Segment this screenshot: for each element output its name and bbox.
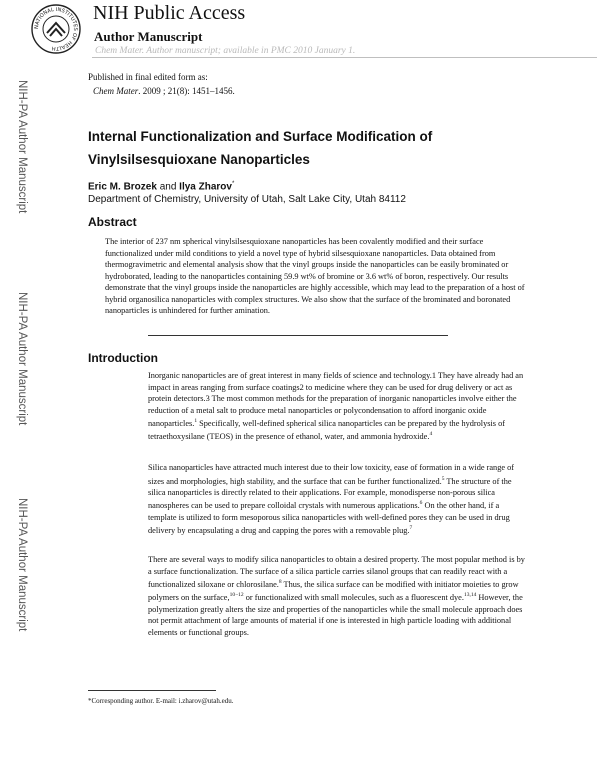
nih-seal-logo (30, 3, 82, 55)
paragraph: Silica nanoparticles have attracted much interest due to their low toxicity, ease of formation in a wide range of sizes and morphologies, high stability, and the surface that can be further functionalized.$^5$ The structure of the silica nanoparticles is directly related to their applications. For example, monodisperse non-porous silica nanospheres can be used to prepare colloidal crystals with numerous applications.$^6$ On the other hand, if a template is utilized to form mesoporous silica nanoparticles with well-defined pores they can be used in drug delivery by encapsulating a drug and capping the pores with a removable plug.$^7$ (148, 463, 515, 535)
author-list: Eric M. Brozek and Ilya Zharov* (88, 181, 235, 193)
published-label: Published in final edited form as: (88, 72, 208, 82)
corresponding-author-footnote: *Corresponding author. E-mail: i.zharov@utah.edu. (88, 697, 234, 705)
side-watermark: NIH-PA Author Manuscript (16, 80, 28, 214)
side-watermark: NIH-PA Author Manuscript (16, 292, 28, 426)
abstract-text: The interior of 237 nm spherical vinylsilsesquioxane nanoparticles has been covalently modified and their surface functionalized under mild conditions to yield a novel type of hybrid silsesquioxane nanoparticles. Data obtained from thermogravimetric and elemental analysis show that the vinyl groups inside the nanoparticles can be easily brominated or hydroborated, leading to the nanoparticles containing 59.9 wt% of bromine or 3.6 wt% of boron, respectively. Our results demonstrate that the vinyl groups inside the nanoparticles are highly accessible, which may lead to the preparation of a host of hybrid organosilica nanoparticles with complex structures. We also show that the surface of the brominated and boronated nanoparticles is unhindered for further amination. (105, 237, 525, 315)
corresponding-mark: * (231, 181, 235, 187)
author-name: Ilya Zharov (179, 181, 232, 193)
footnote-divider (88, 690, 216, 691)
abstract-heading: Abstract (88, 215, 137, 229)
side-watermark: NIH-PA Author Manuscript (16, 498, 28, 632)
citation (93, 86, 235, 96)
article-title: Internal Functionalization and Surface Modification of Vinylsilsesquioxane Nanoparticles (88, 129, 433, 167)
citation-details: . 2009 ; 21(8): 1451–1456. (138, 86, 235, 96)
author-name: Eric M. Brozek (88, 181, 157, 193)
introduction-heading: Introduction (88, 351, 158, 365)
svg-text:NATIONAL INSTITUTES OF HEALTH: NATIONAL INSTITUTES OF HEALTH (33, 6, 79, 52)
journal-name: Chem Mater (93, 86, 139, 96)
abstract-divider (148, 335, 448, 336)
paragraph: There are several ways to modify silica nanoparticles to obtain a desired property. The most popular method is by a surface functionalization. The surface of a silica particle carries silanol groups that can readily react with a functionalized siloxane or chlorosilane.$^8$ Thus, the silica surface can be modified with initiator moieties to grow polymers on the surface,$^{10-12}$ or functionalized with small molecules, such as a fluorescent dye.$^{13,14}$ However, the polymerization greatly alters the size and properties of the nanoparticles while the small molecule approach does not permit attachment of large amounts of material if one is interested in high particle loading with additional elements or functional groups. (148, 555, 525, 637)
affiliation: Department of Chemistry, University of Utah, Salt Lake City, Utah 84112 (88, 194, 406, 205)
paragraph: Inorganic nanoparticles are of great interest in many fields of science and technology.1 They have already had an impact in areas ranging from surface coatings2 to medicine where they can be used for drug delivery or act as protein detectors.3 The most common methods for the preparation of inorganic nanoparticles involve either the reduction of a metal salt to produce metal nanoparticles or polycondensation to afford inorganic oxide nanoparticles.$^1$ Specifically, well-defined spherical silica nanoparticles can be prepared by the hydrolysis of tetraethoxysilane (TEOS) in the presence of ethanol, water, and ammonia hydroxide.$^4$ (148, 371, 524, 442)
author-manuscript-label: Author Manuscript (94, 29, 203, 44)
header-divider (92, 57, 597, 58)
availability-note: Chem Mater. Author manuscript; available in PMC 2010 January 1. (95, 46, 356, 56)
nih-public-access-title: NIH Public Access (93, 2, 246, 24)
